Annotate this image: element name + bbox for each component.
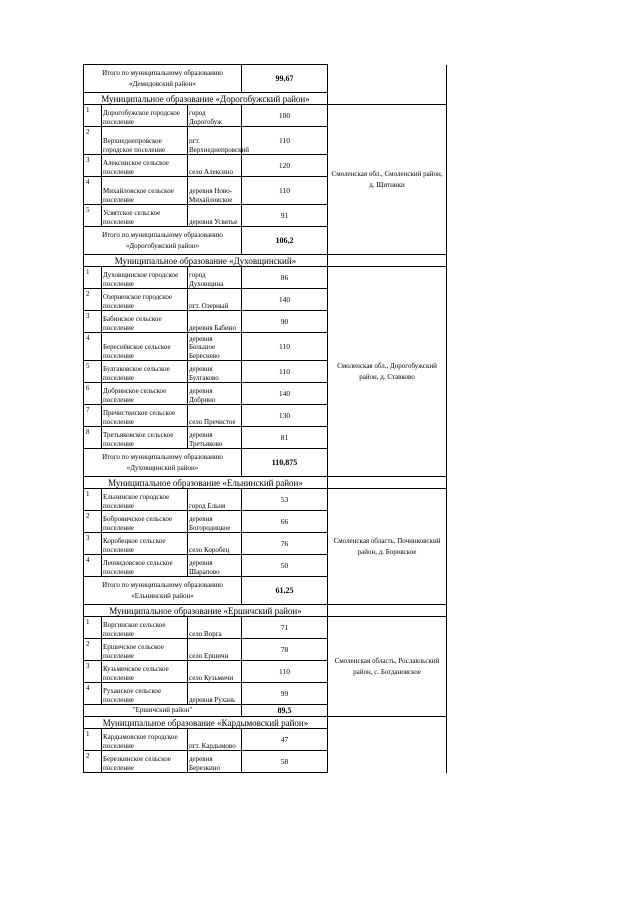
location-note: Смоленская область, Починковский район, д. Боровское (328, 489, 447, 605)
value-cell: 110 (242, 333, 328, 361)
row-number: 1 (84, 617, 102, 639)
section-header: Муниципальное образование «Ельнинский район» (84, 477, 328, 489)
total-label: Итого по муниципальному образованию «Демидовский район» (84, 65, 242, 93)
settlement-name: Бобровичское сельское поселение (102, 511, 188, 533)
admin-center: деревня Добрино (188, 383, 242, 405)
value-cell: 47 (242, 729, 328, 751)
settlement-name: Коробецкое сельское поселение (102, 533, 188, 555)
section-header: Муниципальное образование «Дорогобужский район» (84, 93, 328, 105)
row-number: 1 (84, 267, 102, 289)
admin-center: деревня Шарапово (188, 555, 242, 577)
admin-center: город Дорогобуж (188, 105, 242, 127)
admin-center: пгт. Верхнеднепровский (188, 127, 242, 155)
admin-center: деревня Богородицкое (188, 511, 242, 533)
admin-center: город Духовщина (188, 267, 242, 289)
row-number: 2 (84, 127, 102, 155)
admin-center: деревня Третьяково (188, 427, 242, 449)
value-cell: 100 (242, 105, 328, 127)
note-cell-empty (328, 93, 447, 105)
total-label: Итого по муниципальному образованию «Дорогобужский район» (84, 227, 242, 255)
section-header: Муниципальное образование «Духовщинский» (84, 255, 328, 267)
value-cell: 50 (242, 555, 328, 577)
row-number: 2 (84, 511, 102, 533)
section-header-row (84, 605, 447, 617)
total-value: 106,2 (242, 227, 328, 255)
section-header-row (84, 93, 447, 105)
admin-center: деревня Булгаково (188, 361, 242, 383)
settlement-name: Озерненское городское поселение (102, 289, 188, 311)
pricing-table (83, 64, 447, 773)
row-number: 4 (84, 333, 102, 361)
settlement-name: Михайловское сельское поселение (102, 177, 188, 205)
section-header-row (84, 477, 447, 489)
value-cell: 71 (242, 617, 328, 639)
admin-center: пгт. Озерный (188, 289, 242, 311)
section-header-row (84, 717, 447, 729)
admin-center: село Ворга (188, 617, 242, 639)
value-cell: 130 (242, 405, 328, 427)
admin-center: село Коробец (188, 533, 242, 555)
settlement-name: Пречистенское сельское поселение (102, 405, 188, 427)
admin-center: село Пречистое (188, 405, 242, 427)
section-header: Муниципальное образование «Ершичский район» (84, 605, 328, 617)
row-number: 6 (84, 383, 102, 405)
value-cell: 66 (242, 511, 328, 533)
value-cell: 58 (242, 751, 328, 773)
settlement-name: Алексинское сельское поселение (102, 155, 188, 177)
table-row (84, 729, 447, 751)
value-cell: 140 (242, 289, 328, 311)
location-note (328, 729, 447, 773)
total-label: Итого по муниципальному образованию «Ельнинский район» (84, 577, 242, 605)
row-number: 4 (84, 177, 102, 205)
value-cell: 110 (242, 177, 328, 205)
settlement-name: Кузьмичское сельское поселение (102, 661, 188, 683)
settlement-name: Верхнеднепровское городское поселение (102, 127, 188, 155)
value-cell: 140 (242, 383, 328, 405)
settlement-name: Кардымовское городское поселение (102, 729, 188, 751)
note-cell-empty (328, 477, 447, 489)
value-cell: 78 (242, 639, 328, 661)
value-cell: 120 (242, 155, 328, 177)
admin-center: деревня Большое Береснево (188, 333, 242, 361)
total-value: 110,875 (242, 449, 328, 477)
settlement-name: Булгаковское сельское поселение (102, 361, 188, 383)
row-number: 3 (84, 661, 102, 683)
settlement-name: Руханское сельское поселение (102, 683, 188, 705)
value-cell: 86 (242, 267, 328, 289)
location-note (328, 65, 447, 93)
admin-center: деревня Усвятье (188, 205, 242, 227)
table-row (84, 489, 447, 511)
admin-center: деревня Рухань (188, 683, 242, 705)
value-cell: 110 (242, 661, 328, 683)
total-label: "Ершичский район" (84, 705, 242, 717)
value-cell: 53 (242, 489, 328, 511)
settlement-name: Воргинское сельское поселение (102, 617, 188, 639)
location-note: Смоленская обл., Дорогобужский район, д. Ставково (328, 267, 447, 477)
admin-center: деревня Бабино (188, 311, 242, 333)
value-cell: 110 (242, 361, 328, 383)
location-note: Смоленская обл., Смоленский район, д. Щитники (328, 105, 447, 255)
table-row (84, 267, 447, 289)
row-number: 3 (84, 533, 102, 555)
settlement-name: Усвятское сельское поселение (102, 205, 188, 227)
row-number: 5 (84, 361, 102, 383)
total-value: 61,25 (242, 577, 328, 605)
row-number: 3 (84, 311, 102, 333)
total-value: 99,67 (242, 65, 328, 93)
row-number: 1 (84, 729, 102, 751)
row-number: 4 (84, 555, 102, 577)
section-header-row (84, 255, 447, 267)
settlement-name: Добринское сельское поселение (102, 383, 188, 405)
row-number: 1 (84, 489, 102, 511)
table-row (84, 617, 447, 639)
note-cell-empty (328, 717, 447, 729)
total-value: 89,5 (242, 705, 328, 717)
row-number: 7 (84, 405, 102, 427)
settlement-name: Ельнинское городское поселение (102, 489, 188, 511)
value-cell: 91 (242, 205, 328, 227)
settlement-name: Третьяковское сельское поселение (102, 427, 188, 449)
settlement-name: Береснёвское сельское поселение (102, 333, 188, 361)
settlement-name: Ершичское сельское поселение (102, 639, 188, 661)
admin-center: пгт. Кардымово (188, 729, 242, 751)
note-cell-empty (328, 605, 447, 617)
row-number: 3 (84, 155, 102, 177)
admin-center: село Ершичи (188, 639, 242, 661)
settlement-name: Березкинское сельское поселение (102, 751, 188, 773)
row-number: 4 (84, 683, 102, 705)
row-number: 8 (84, 427, 102, 449)
row-number: 1 (84, 105, 102, 127)
value-cell: 90 (242, 311, 328, 333)
admin-center: деревня Березкино (188, 751, 242, 773)
admin-center: село Кузьмичи (188, 661, 242, 683)
row-number: 5 (84, 205, 102, 227)
settlement-name: Дорогобужское городское поселение (102, 105, 188, 127)
settlement-name: Бабинское сельское поселение (102, 311, 188, 333)
location-note: Смоленская область, Рославльский район, с. Богдановское (328, 617, 447, 717)
total-label: Итого по муниципальному образованию «Духовщинский район» (84, 449, 242, 477)
value-cell: 99 (242, 683, 328, 705)
note-cell-empty (328, 255, 447, 267)
value-cell: 81 (242, 427, 328, 449)
value-cell: 76 (242, 533, 328, 555)
admin-center: село Алексино (188, 155, 242, 177)
row-number: 2 (84, 751, 102, 773)
table-row (84, 105, 447, 127)
section-header: Муниципальное образование «Кардымовский район» (84, 717, 328, 729)
row-number: 2 (84, 639, 102, 661)
admin-center: деревня Ново-Михайловское (188, 177, 242, 205)
admin-center: город Ельня (188, 489, 242, 511)
value-cell: 110 (242, 127, 328, 155)
total-row (84, 65, 447, 93)
settlement-name: Духовщинское городское поселение (102, 267, 188, 289)
row-number: 2 (84, 289, 102, 311)
settlement-name: Леонидовское сельское поселение (102, 555, 188, 577)
